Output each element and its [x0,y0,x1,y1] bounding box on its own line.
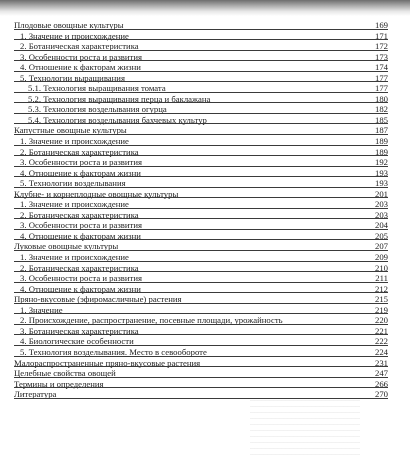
toc-entry-page-number: 219 [374,304,388,315]
toc-entry [14,231,388,242]
toc-entry-page-number: 224 [374,346,388,357]
toc-entry-page-number: 193 [374,167,388,178]
toc-entry [14,347,388,358]
toc-entry-page-number: 203 [374,199,388,210]
toc-entry-page-number: 266 [374,378,388,389]
show-through-text [250,400,360,460]
toc-entry [14,62,388,73]
toc-entry-page-number: 231 [374,357,388,368]
toc-entry [14,379,388,390]
toc-entry-page-number: 270 [374,389,388,400]
toc-entry-page-number: 177 [374,72,388,83]
toc-entry [14,263,388,274]
toc-entry [14,220,388,231]
toc-entry-title: 5.4. Технология возделывания бахчевых культур [28,114,207,125]
toc-entry-page-number: 212 [374,283,388,294]
toc-entry-page-number: 180 [374,93,388,104]
toc-entry-page-number: 221 [374,325,388,336]
toc-entry [14,368,388,379]
toc-entry-title: Капустные овощные культуры [14,125,127,136]
toc-entry [14,336,388,347]
toc-entry-title: 1. Значение и происхождение [20,199,129,210]
toc-entry-page-number: 215 [374,294,388,305]
toc-entry-page-number: 189 [374,136,388,147]
toc-entry-title: 3. Особенности роста и развития [20,51,142,62]
toc-entry [14,73,388,84]
toc-entry [14,136,388,147]
toc-entry-title: 5. Технологии возделывания [20,178,126,189]
toc-entry-page-number: 205 [374,230,388,241]
toc-entry [14,189,388,200]
toc-entry-title: 4. Биологические особенности [20,336,134,347]
toc-entry [14,305,388,316]
toc-entry [14,104,388,115]
toc-entry [14,241,388,252]
toc-entry [14,210,388,221]
toc-entry-title: 2. Ботаническая характеристика [20,209,139,220]
toc-entry-title: 4. Отношение к факторам жизни [20,230,141,241]
toc-entry [14,294,388,305]
toc-entry-title: 4. Отношение к факторам жизни [20,167,141,178]
toc-entry [14,115,388,126]
toc-entry-title: 1. Значение и происхождение [20,30,129,41]
toc-entry [14,83,388,94]
toc-entry-title: 3. Ботаническая характеристика [20,325,139,336]
toc-entry-title: 3. Особенности роста и развития [20,220,142,231]
toc-entry [14,31,388,42]
toc-entry-title: 2. Ботаническая характеристика [20,41,139,52]
toc-entry-page-number: 187 [374,125,388,136]
toc-entry [14,252,388,263]
toc-entry-title: 5.3. Технология возделывания огурца [28,104,167,115]
toc-entry-page-number: 192 [374,157,388,168]
toc-entry [14,284,388,295]
toc-entry-title: 4. Отношение к факторам жизни [20,62,141,73]
toc-entry-page-number: 172 [374,41,388,52]
toc-entry-page-number: 222 [374,336,388,347]
toc-entry-page-number: 210 [374,262,388,273]
toc-entry-title: 3. Особенности роста и развития [20,157,142,168]
toc-entry-page-number: 207 [374,241,388,252]
toc-entry-page-number: 174 [374,62,388,73]
toc-entry-page-number: 182 [374,104,388,115]
toc-entry-page-number: 204 [374,220,388,231]
toc-entry-title: 1. Значение и происхождение [20,252,129,263]
toc-entry-title: Термины и определения [14,378,104,389]
toc-entry-title: Клубне- и корнеплодные овощные культуры [14,188,179,199]
toc-entry-page-number: 189 [374,146,388,157]
toc-entry-title: 1. Значение и происхождение [20,136,129,147]
toc-entry-title: 1. Значение [20,304,63,315]
toc-entry-page-number: 171 [374,30,388,41]
toc-entry-title: Пряно-вкусовые (эфиромасличные) растения [14,294,182,305]
toc-entry-title: 5.2. Технология выращивания перца и баклажана [28,93,211,104]
toc-entry [14,125,388,136]
toc-entry-title: 4. Отношение к факторам жизни [20,283,141,294]
toc-entry [14,94,388,105]
toc-entry-page-number: 169 [374,20,388,30]
toc-entry [14,41,388,52]
toc-entry [14,157,388,168]
toc-entry-title: 3. Особенности роста и развития [20,273,142,284]
toc-entry [14,358,388,369]
toc-entry-title: Малораспространенные пряно-вкусовые растения [14,357,201,368]
book-gutter-shadow [0,0,410,16]
toc-entry-page-number: 220 [374,315,388,326]
toc-entry-title: Литература [14,389,57,400]
toc-entry-title: 2. Происхождение, распространение, посевные площади, урожайность [20,315,283,326]
toc-entry [14,199,388,210]
toc-entry-title: 2. Ботаническая характеристика [20,146,139,157]
toc-entry [14,168,388,179]
toc-entry-title: 5.1. Технология выращивания томата [28,83,166,94]
toc-entry-title: Плодовые овощные культуры [14,20,124,30]
toc-entry-page-number: 193 [374,178,388,189]
toc-entry [14,389,388,400]
toc-entry-title: 2. Ботаническая характеристика [20,262,139,273]
toc-entry-title: Луковые овощные культуры [14,241,119,252]
toc-entry-page-number: 177 [374,83,388,94]
table-of-contents [14,20,388,400]
toc-entry-page-number: 173 [374,51,388,62]
toc-entry-page-number: 209 [374,252,388,263]
toc-entry [14,315,388,326]
toc-entry-title: 5. Технология возделывания. Место в севообороте [20,346,207,357]
toc-entry-title: Целебные свойства овощей [14,368,116,379]
toc-entry [14,147,388,158]
toc-entry [14,178,388,189]
toc-entry-title: 5. Технологии выращивания [20,72,125,83]
toc-entry-page-number: 185 [374,114,388,125]
toc-entry-page-number: 211 [375,273,388,284]
toc-entry [14,52,388,63]
toc-entry-page-number: 203 [374,209,388,220]
toc-entry [14,326,388,337]
toc-entry [14,273,388,284]
toc-entry-page-number: 201 [374,188,388,199]
toc-entry-page-number: 247 [374,368,388,379]
toc-entry [14,20,388,31]
